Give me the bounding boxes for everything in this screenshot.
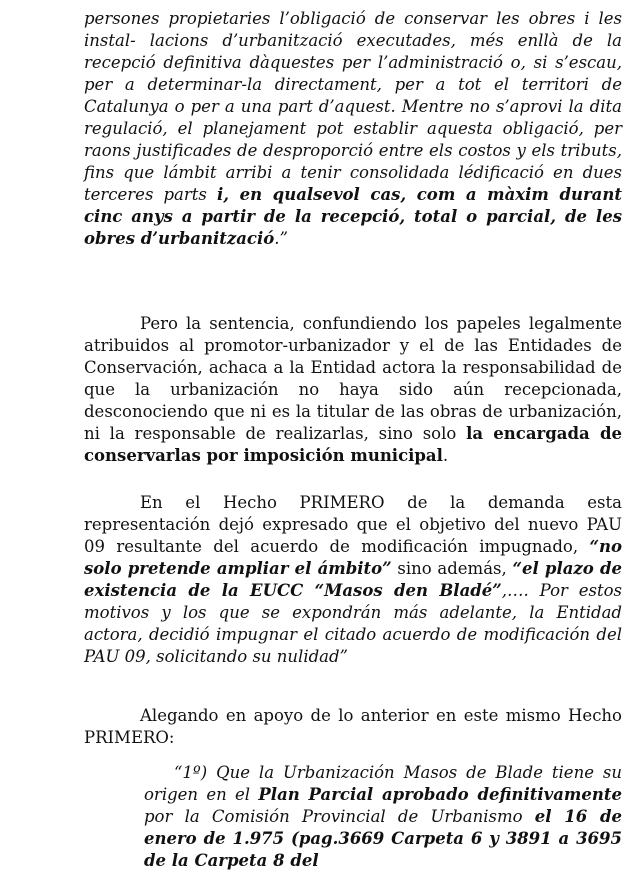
sentence-paragraph — [84, 313, 622, 467]
p2-text-2: sino además, — [391, 559, 513, 578]
p2-bold-quote-2: “el plazo de existencia de la EUCC “Masos den Bladé” — [84, 559, 623, 600]
quote-text-1: persones propietaries l’obligació de conservar les obres i les instal- lacions d’urbanització executades, més enllà de la recepció definitiva dàquestes per l’administració o, si s’escau, per a determinar-la directament, per a tot el territori de Catalunya o per a una part d’aquest. Mentre no s’aprovi la dita regulació, el planejament pot establir aquesta obligació, per raons justificades de desproporció entre els costos y els tributs, fins que lámbit arribi a tenir consolidada lédificació en dues terceres parts — [84, 9, 622, 204]
p2-text-1: En el Hecho PRIMERO de la demanda esta representación dejó expresado que el objetivo del nuevo PAU 09 resultante del acuerdo de modificación impugnado, — [84, 493, 622, 556]
q2-bold-text-1: Plan Parcial aprobado definitivamente — [258, 785, 622, 804]
p2-text-3: ,…. Por estos motivos y los que se expondrán más adelante, la Entidad actora, decidió impugnar el citado acuerdo de modificación del PAU 09, solicitando su nulidad” — [84, 581, 622, 666]
quoted-regulation-paragraph — [84, 8, 622, 250]
p3-text: Alegando en apoyo de lo anterior en este mismo Hecho PRIMERO: — [84, 706, 622, 747]
q2-text-1: “1º) Que la Urbanización Masos de Blade tiene su origen en el — [144, 763, 622, 804]
quote-bold-text: i, en qualsevol cas, com a màxim durant cinc anys a partir de la recepció, total o parcial, de les obres d’urbanització — [84, 185, 622, 248]
q2-text-2: por la Comisión Provincial de Urbanismo — [144, 807, 535, 826]
q2-bold-text-2: el 16 de enero de 1.975 (pag.3669 Carpeta 6 y 3891 a 3695 de la Carpeta 8 — [144, 807, 622, 870]
indented-quote-paragraph — [144, 762, 622, 872]
alleging-paragraph — [84, 705, 622, 749]
p1-bold-text: la encargada de conservarlas por imposición municipal — [84, 424, 622, 465]
quote-text-2: .” — [274, 229, 288, 248]
p1-text-1: Pero la sentencia, confundiendo los papeles legalmente atribuidos al promotor-urbanizador y el de las Entidades de Conservación, achaca a la Entidad actora la responsabilidad de que la urbanización no haya sido aún recepcionada, desconociendo que ni es la titular de las obras de urbanización, ni la responsable de realizarlas, sino solo — [84, 314, 622, 443]
demand-paragraph — [84, 492, 622, 668]
q2-text-3: del — [284, 851, 319, 870]
p1-text-2: . — [442, 446, 449, 465]
p2-bold-quote-1: “no solo pretende ampliar el ámbito” — [84, 537, 622, 578]
